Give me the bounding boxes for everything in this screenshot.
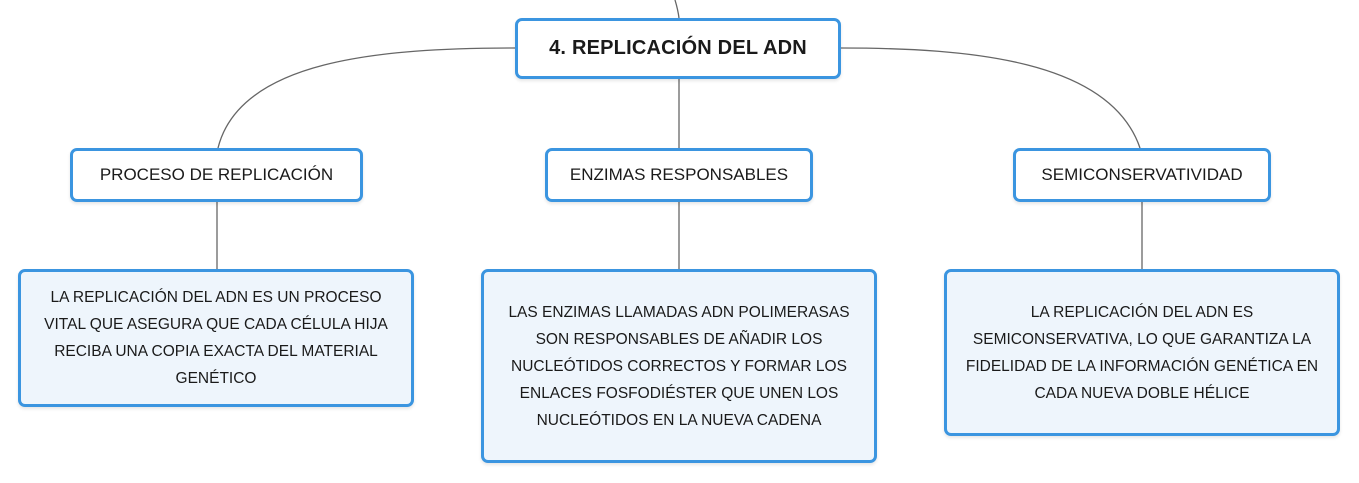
connector-root-to-proceso: [218, 48, 515, 148]
topic-enzimas-responsables[interactable]: [545, 148, 813, 202]
connector-incoming-root: [675, 0, 679, 18]
topic-label: ENZIMAS RESPONSABLES: [569, 165, 789, 184]
detail-proceso-de-replicacion[interactable]: [18, 269, 414, 407]
detail-text: LA REPLICACIÓN DEL ADN ES SEMICONSERVATIVA, LO QUE GARANTIZA LA FIDELIDAD DE LA INFORMACIÓN GENÉTICA EN CADA NUEVA DOBLE HÉLICE: [965, 303, 1319, 402]
topic-semiconservatividad[interactable]: [1013, 148, 1271, 202]
detail-text: LAS ENZIMAS LLAMADAS ADN POLIMERASAS SON RESPONSABLES DE AÑADIR LOS NUCLEÓTIDOS CORRECTOS Y FORMAR LOS ENLACES FOSFODIÉSTER QUE UNEN LOS NUCLEÓTIDOS EN LA NUEVA CADENA: [508, 303, 850, 429]
root-topic[interactable]: [515, 18, 841, 79]
connector-root-to-semiconservatividad: [841, 48, 1140, 148]
topic-label: PROCESO DE REPLICACIÓN: [99, 165, 334, 184]
topic-proceso-de-replicacion[interactable]: [70, 148, 363, 202]
topic-label: SEMICONSERVATIVIDAD: [1041, 165, 1243, 184]
detail-enzimas-responsables[interactable]: [481, 269, 877, 463]
detail-text: LA REPLICACIÓN DEL ADN ES UN PROCESO VITAL QUE ASEGURA QUE CADA CÉLULA HIJA RECIBA UNA COPIA EXACTA DEL MATERIAL GENÉTICO: [44, 289, 388, 387]
root-topic-label: 4. REPLICACIÓN DEL ADN: [549, 37, 807, 59]
detail-semiconservatividad[interactable]: [944, 269, 1340, 436]
